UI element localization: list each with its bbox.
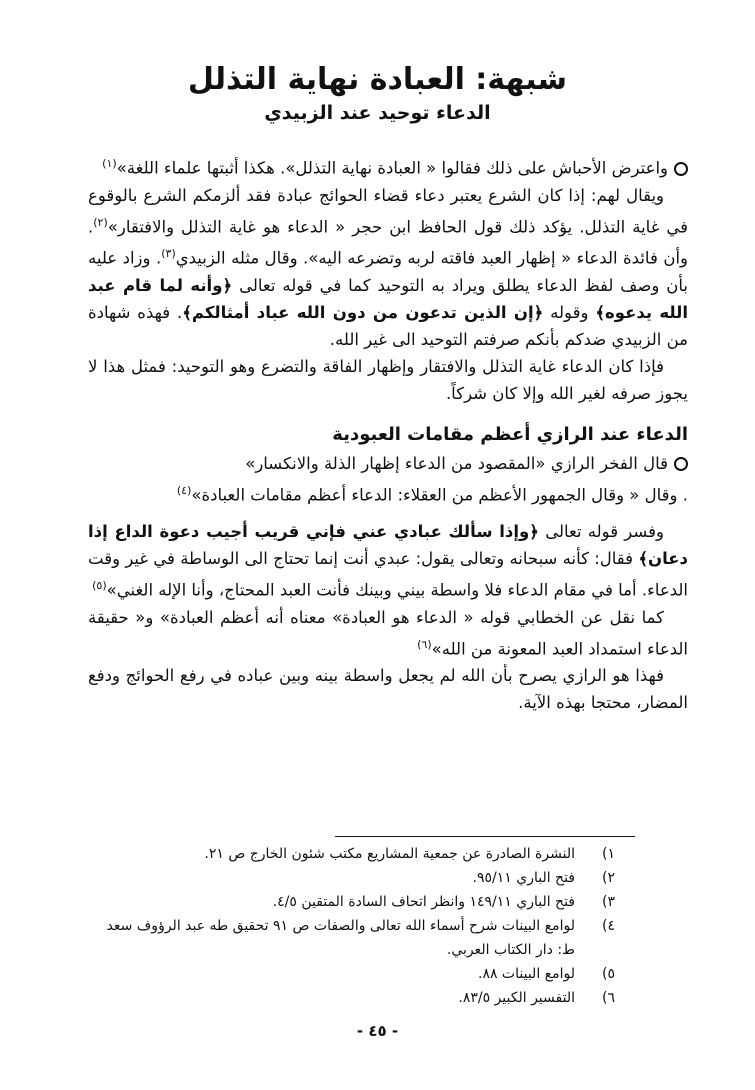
page-title: شبهة: العبادة نهاية التذلل [187, 62, 568, 97]
footnote-ref: (٣) [161, 247, 176, 260]
footnote-divider [335, 836, 635, 837]
quran-verse: ﴿وإذا سألك عبادي عني فإني قريب أجيب دعوة الداع إذا دعان﴾ [88, 522, 688, 568]
footnote-item: ٦) التفسير الكبير ٨٣/٥. [458, 990, 615, 1006]
footnote-item: ٣) فتح الباري ١٤٩/١١ وانظر اتحاف السادة المتقين ٤/٥. [272, 894, 615, 910]
circle-bullet-icon [674, 162, 688, 176]
circle-bullet-icon [674, 457, 688, 471]
page-number: - ٤٥ - [356, 1022, 399, 1040]
paragraph-razi-tafsir: وفسر قوله تعالى ﴿وإذا سألك عبادي عني فإني قريب أجيب دعوة الداع إذا دعان﴾ فقال: كأنه سبحانه وتعالى يقول: عبدي أنت إنما تحتاج الى الوساطة في غير وقت الدعاء. أما في مقام الدعاء فلا واسطة بيني وبينك فأنت العبد المحتاج، وأنا الإله الغني»$^{(٥)}$ [88, 522, 688, 600]
footnote-ref: (٢) [93, 215, 108, 229]
footnote-ref: (٥) [92, 579, 107, 592]
footnotes-list [95, 842, 615, 1010]
paragraph-razi-quote-2: . وقال « وقال الجمهور الأعظم من العقلاء: الدعاء أعظم مقامات العبادة»$^{(٤)}$ [176, 483, 688, 504]
paragraph-objection: واعترض الأحباش على ذلك فقالوا « العبادة نهاية التذلل». هكذا أثبتها علماء اللغة»$^{(١)}$ [88, 150, 688, 182]
paragraph-razi-quote: قال الفخر الرازي «المقصود من الدعاء إظهار الذلة والانكسار» [88, 450, 688, 477]
footnote-item: ١) النشرة الصادرة عن جمعية المشاريع مكتب شئون الخارج ص ٢١. [204, 846, 615, 862]
footnote-item: ٢) فتح الباري ٩٥/١١. [472, 870, 615, 886]
section-heading: الدعاء عند الرازي أعظم مقامات العبودية [332, 423, 688, 445]
paragraph-conclusion: فإذا كان الدعاء غاية التذلل والافتقار وإظهار الفاقة والتضرع وهو التوحيد: فمثل هذا لا يجوز صرفه لغير الله وإلا كان شركاً. [88, 356, 688, 403]
footnote-ref: (٦) [417, 637, 432, 651]
paragraph-razi-conclusion: فهذا هو الرازي يصرح بأن الله لم يجعل واسطة بينه وبين عباده في رفع الحوائج ودفع المضار، محتجا بهذه الآية. [88, 666, 688, 712]
paragraph-khattabi: كما نقل عن الخطابي قوله « الدعاء هو العبادة» معناه أنه أعظم العبادة» و« حقيقة الدعاء استمداد العبد المعونة من الله»$^{(٦)}$ [88, 607, 688, 658]
footnote-ref: (٤) [176, 483, 192, 497]
quran-verse: ﴿إن الذين تدعون من دون الله عباد أمثالكم﴾ [182, 302, 544, 322]
footnote-ref: (١) [102, 157, 117, 170]
footnote-item: ٤) لوامع البينات شرح أسماء الله تعالى والصفات ص ٩١ تحقيق طه عبد الرؤوف سعد ط: دار الكتاب العربي. [106, 918, 615, 958]
paragraph-reply: ويقال لهم: إذا كان الشرع يعتبر دعاء قضاء الحوائج عبادة فقد ألزمكم الشرع بالوقوع في غاية التذلل. يؤكد ذلك قول الحافظ ابن حجر « الدعاء هو غاية التذلل والافتقار»$^{(٢)}$. وأن فائدة الدعاء « إظهار العبد فاقته لربه وتضرعه اليه». وقال مثله الزبيدي$^{(٣)}$. وزاد عليه بأن وصف لفظ الدعاء يطلق ويراد به التوحيد كما في قوله تعالى ﴿وأنه لما قام عبد الله يدعوه﴾ وقوله ﴿إن الذين تدعون من دون الله عباد أمثالكم﴾. فهذه شهادة من الزبيدي ضدكم بأنكم صرفتم التوحيد الى غير الله. [88, 185, 689, 349]
page-subtitle: الدعاء توحيد عند الزبيدي [264, 102, 491, 124]
quran-verse: ﴿وأنه لما قام عبد الله يدعوه﴾ [88, 275, 689, 322]
footnote-item: ٥) لوامع البينات ٨٨. [477, 966, 615, 982]
body-text [88, 150, 688, 716]
